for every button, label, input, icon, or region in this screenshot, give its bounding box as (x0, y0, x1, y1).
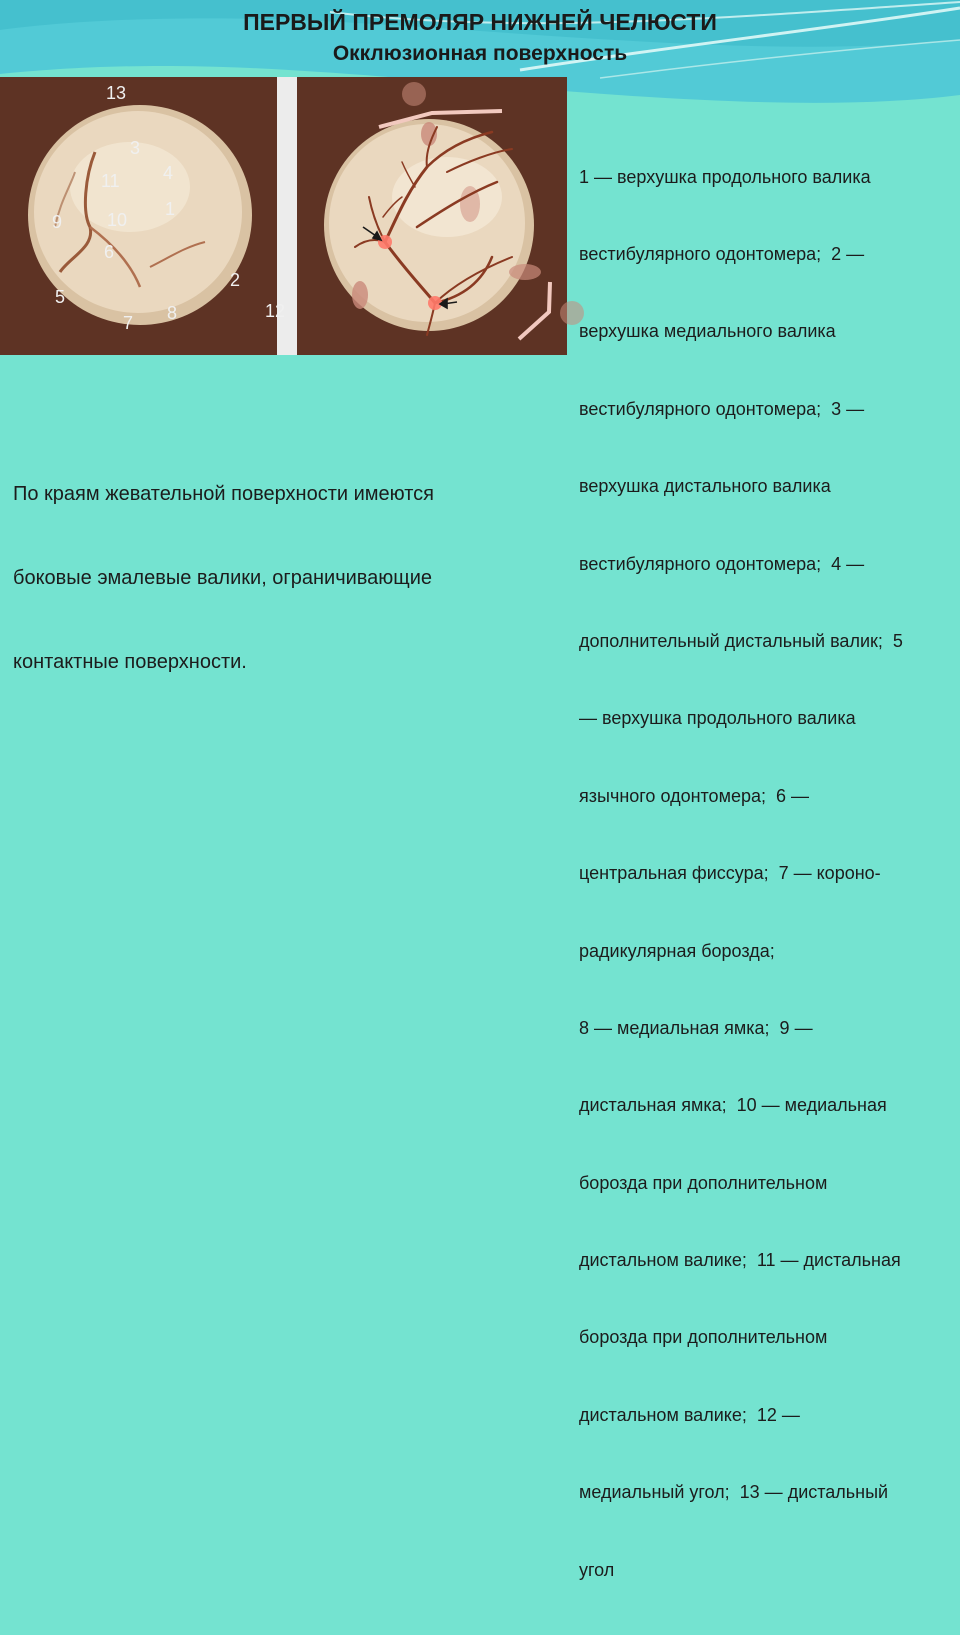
legend-line: 8 — медиальная ямка; 9 — (579, 1017, 813, 1038)
tooth-photo-annotated (52, 77, 567, 355)
figure-label-9: 9 (52, 212, 63, 232)
legend-line: верхушка дистального валика (579, 476, 831, 497)
figure-label-2: 2 (230, 270, 241, 290)
medial-pit-marker (428, 296, 442, 310)
figure-label-4: 4 (163, 163, 174, 183)
figure-label-6: 6 (104, 242, 115, 262)
legend-line: радикулярная борозда; (579, 940, 775, 961)
legend-line: борозда при дополнительном (579, 1327, 828, 1348)
legend-line: медиальный угол; 13 — дистальный (579, 1482, 889, 1503)
legend-line: дистальная ямка; 10 — медиальная (579, 1095, 887, 1116)
legend-line: вестибулярного одонтомера; 4 — (579, 553, 865, 574)
legend-line: 1 — верхушка продольного валика (579, 166, 871, 187)
figure-label-8: 8 (167, 303, 178, 323)
note-line: боковые эмалевые валики, ограничивающие (13, 567, 433, 589)
legend-line: верхушка медиального валика (579, 321, 836, 342)
figure-label-12: 12 (265, 301, 286, 321)
legend-line: — верхушка продольного валика (579, 708, 856, 729)
legend-line: борозда при дополнительном (579, 1172, 828, 1193)
legend-line: дистальном валике; 11 — дистальная (579, 1250, 901, 1271)
figure-label-1: 1 (165, 199, 176, 219)
figure-label-11: 11 (101, 171, 120, 191)
slide-title: ПЕРВЫЙ ПРЕМОЛЯР НИЖНЕЙ ЧЕЛЮСТИ (243, 9, 717, 35)
legend-line: дополнительный дистальный валик; 5 (579, 630, 903, 651)
figure-legend (579, 113, 960, 1635)
legend-line: угол (579, 1559, 615, 1580)
figure-label-7: 7 (123, 313, 134, 333)
legend-line: центральная фиссура; 7 — короно- (579, 863, 881, 884)
slide-subtitle: Окклюзионная поверхность (332, 42, 628, 65)
figure-label-5: 5 (55, 287, 66, 307)
figure-label-10: 10 (107, 210, 128, 230)
note-line: По краям жевательной поверхности имеются (13, 483, 434, 505)
figure-label-13: 13 (106, 83, 127, 103)
legend-line: вестибулярного одонтомера; 3 — (579, 398, 865, 419)
figure-label-3: 3 (130, 138, 141, 158)
legend-line: язычного одонтомера; 6 — (579, 785, 809, 806)
note-text (13, 424, 533, 732)
legend-line: вестибулярного одонтомера; 2 — (579, 243, 865, 264)
note-line: контактные поверхности. (13, 651, 247, 673)
legend-line: дистальном валике; 12 — (579, 1404, 800, 1425)
tooth-photo-occlusal (0, 77, 277, 355)
